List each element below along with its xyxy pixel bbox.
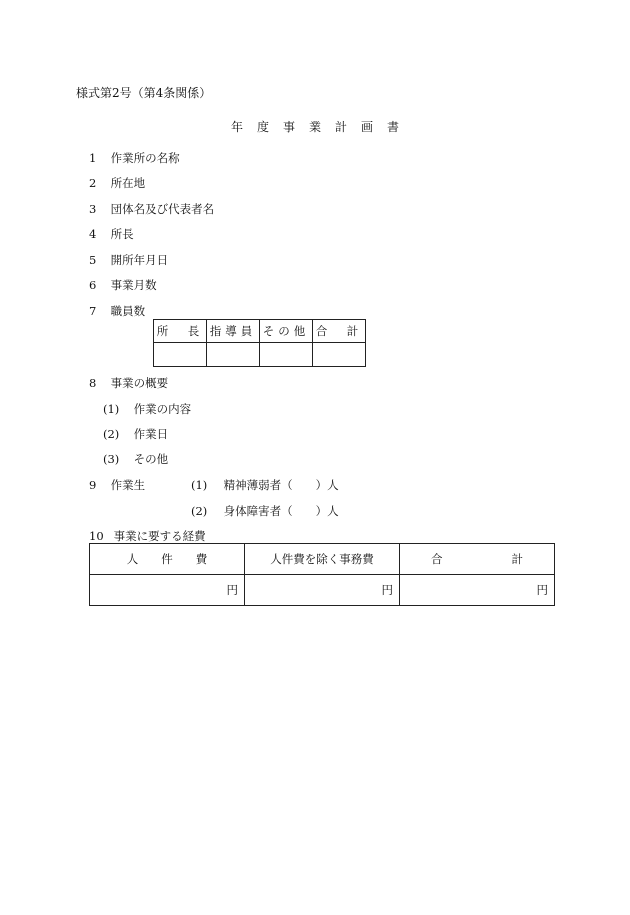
item-label: 所長 (110, 227, 134, 241)
staff-cell-total[interactable] (313, 343, 366, 367)
item-4 (89, 226, 134, 242)
item-1 (89, 150, 180, 166)
cost-cell-office[interactable] (245, 575, 400, 606)
item-label: 所在地 (110, 176, 146, 190)
sub-item-label: 精神薄弱者（ ）人 (223, 478, 339, 492)
item-label: 作業所の名称 (110, 151, 180, 165)
staff-cell-instructor[interactable] (207, 343, 260, 367)
sub-item-number: (3) (103, 452, 120, 466)
sub-item-number: (2) (103, 427, 120, 441)
item-number: 1 (89, 151, 97, 165)
sub-item-number: (1) (191, 478, 208, 492)
item-number: 4 (89, 227, 97, 241)
staff-header-director: 所 長 (154, 320, 207, 343)
item-number: 10 (89, 529, 104, 543)
sub-item-label: 作業日 (133, 427, 169, 441)
sub-item-number: (1) (103, 402, 120, 416)
item-number: 2 (89, 176, 97, 190)
item-2 (89, 175, 145, 191)
item-label: 作業生 (110, 478, 146, 492)
item-9-sub-1 (191, 477, 339, 493)
staff-header-instructor: 指導員 (207, 320, 260, 343)
item-number: 6 (89, 278, 97, 292)
item-8-sub-2 (103, 426, 168, 442)
item-number: 9 (89, 478, 97, 492)
item-8-sub-1 (103, 401, 191, 417)
item-number: 7 (89, 304, 97, 318)
yen-unit: 円 (381, 583, 393, 597)
sub-item-label: その他 (133, 452, 169, 466)
cost-header-personnel: 人 件 費 (90, 544, 245, 575)
item-number: 3 (89, 202, 97, 216)
cost-table (89, 543, 555, 606)
staff-cell-director[interactable] (154, 343, 207, 367)
item-label: 開所年月日 (110, 253, 169, 267)
staff-header-total: 合 計 (313, 320, 366, 343)
staff-cell-other[interactable] (260, 343, 313, 367)
item-5 (89, 252, 168, 268)
yen-unit: 円 (536, 583, 548, 597)
cost-cell-personnel[interactable] (90, 575, 245, 606)
document-title: 年度事業計画書 (230, 120, 413, 134)
cost-cell-total[interactable] (400, 575, 555, 606)
item-8-sub-3 (103, 451, 168, 467)
item-6 (89, 277, 157, 293)
form-number: 様式第2号（第4条関係） (76, 86, 212, 100)
item-number: 5 (89, 253, 97, 267)
item-label: 事業に要する経費 (113, 529, 206, 543)
sub-item-number: (2) (191, 504, 208, 518)
item-9 (89, 477, 145, 493)
cost-header-office: 人件費を除く事務費 (245, 544, 400, 575)
item-label: 事業の概要 (110, 376, 169, 390)
item-number: 8 (89, 376, 97, 390)
item-3 (89, 201, 214, 217)
staff-count-table (153, 319, 366, 367)
item-8 (89, 375, 168, 391)
item-9-sub-2 (191, 503, 339, 519)
item-7 (89, 303, 145, 319)
sub-item-label: 身体障害者（ ）人 (223, 504, 339, 518)
item-10 (89, 528, 206, 544)
item-label: 事業月数 (110, 278, 157, 292)
sub-item-label: 作業の内容 (133, 402, 192, 416)
item-label: 団体名及び代表者名 (110, 202, 215, 216)
staff-header-other: その他 (260, 320, 313, 343)
yen-unit: 円 (226, 583, 238, 597)
cost-header-total: 合 計 (400, 544, 555, 575)
item-label: 職員数 (110, 304, 146, 318)
